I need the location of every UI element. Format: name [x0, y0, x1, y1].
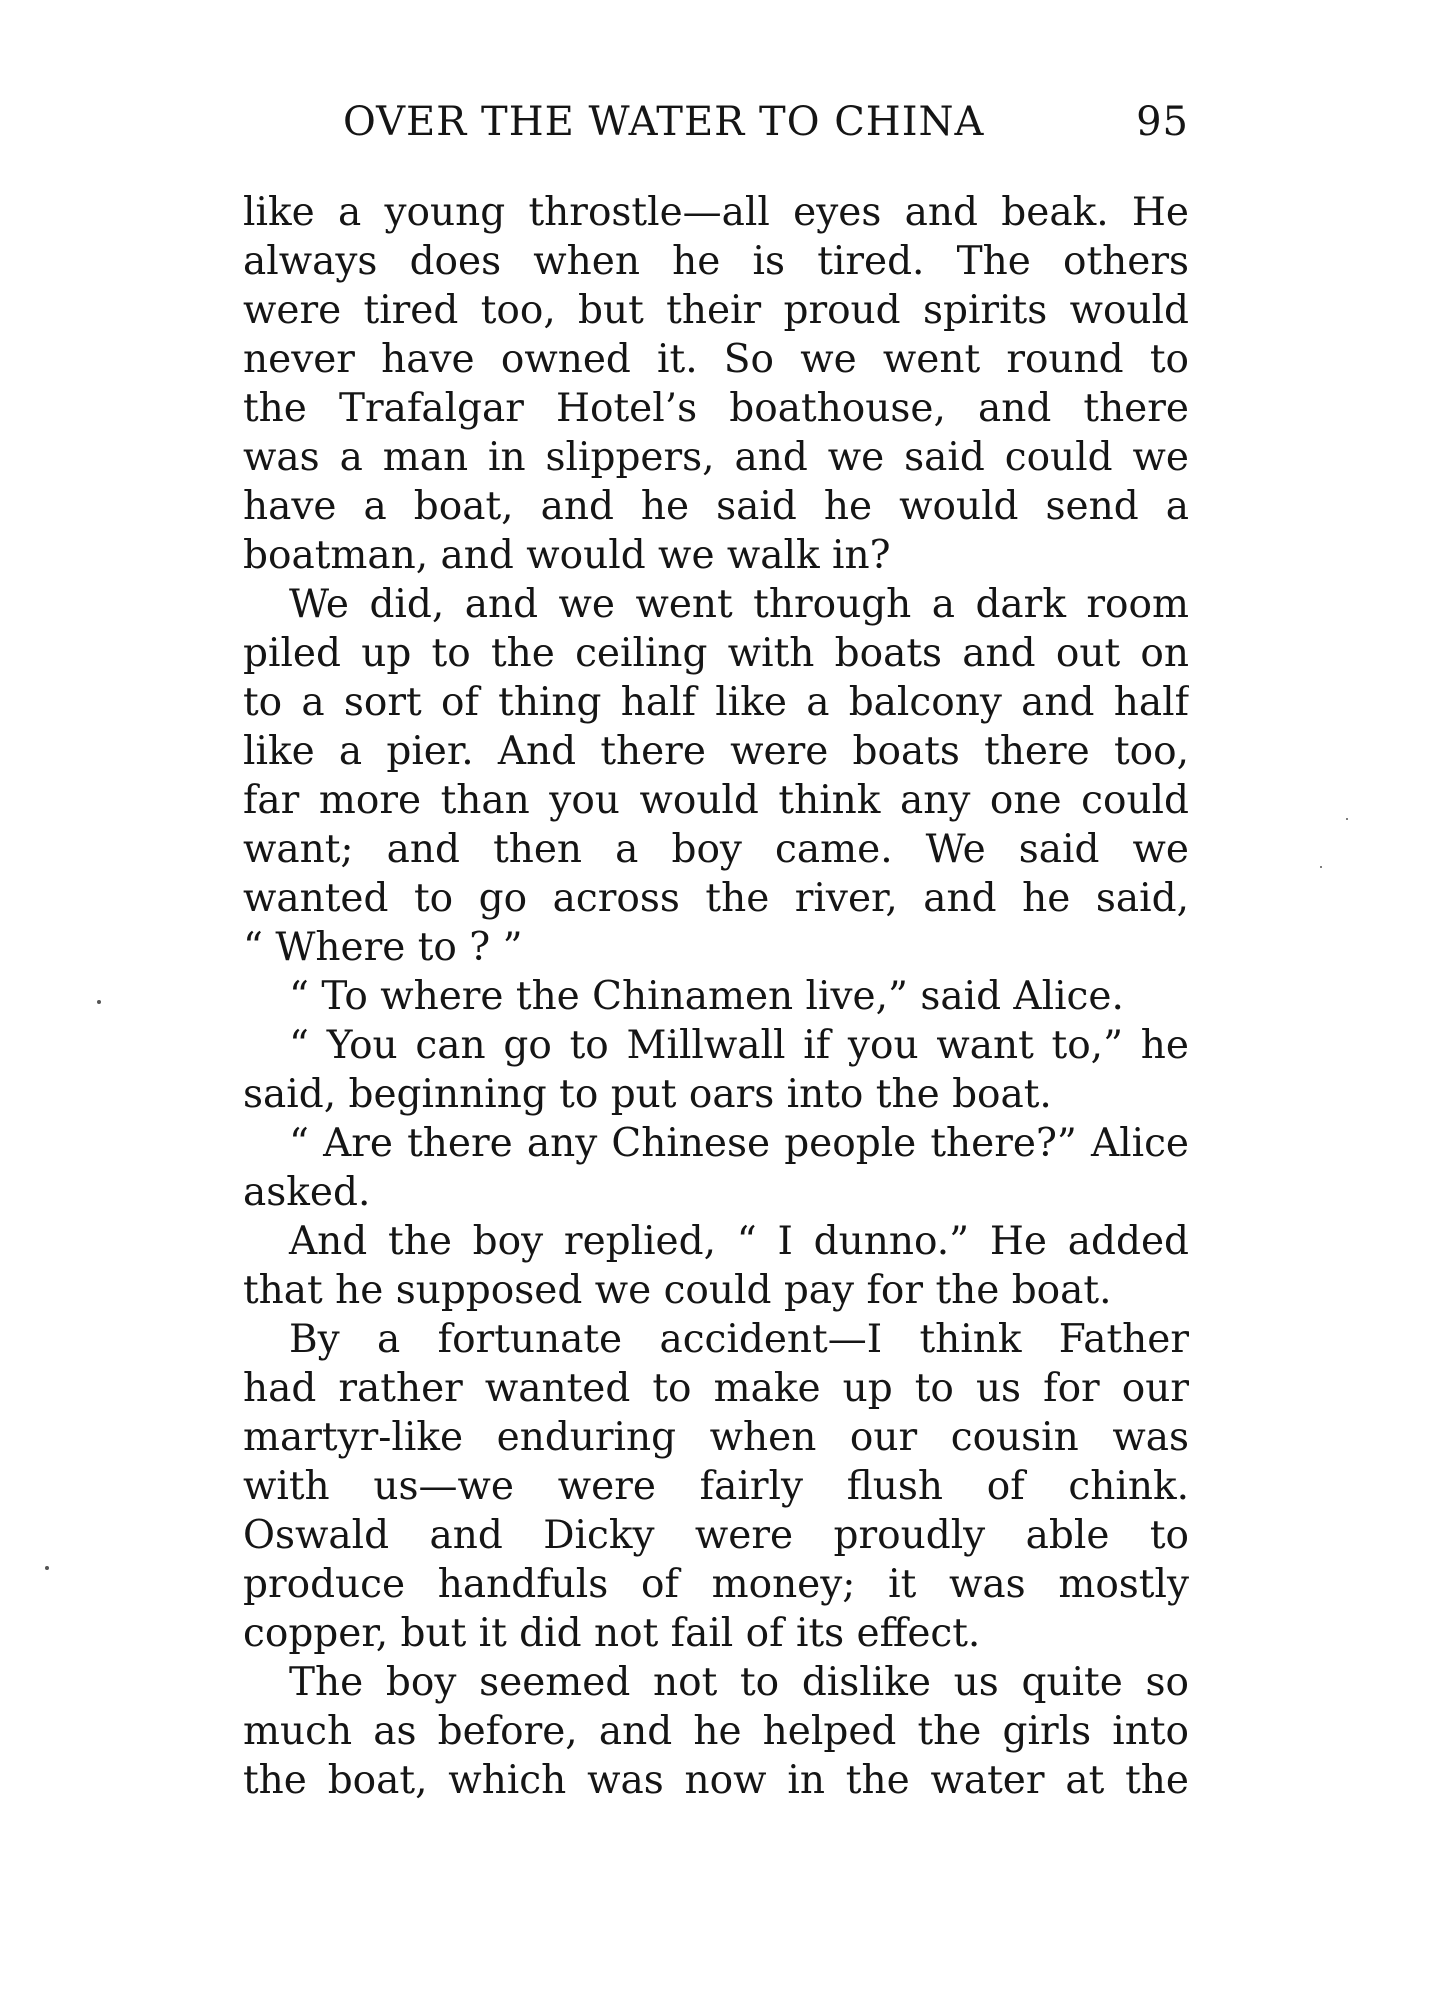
chapter-title: OVER THE WATER TO CHINA — [343, 99, 985, 145]
text-line: never have owned it. So we went round to — [243, 337, 1189, 382]
page-number: 95 — [1136, 99, 1189, 145]
paper-speck — [97, 1000, 101, 1004]
text-line: that he supposed we could pay for the boat. — [243, 1268, 1112, 1313]
text-line: said, beginning to put oars into the boat. — [243, 1072, 1052, 1117]
text-line: boatman, and would we walk in? — [243, 533, 891, 578]
paper-speck — [45, 1566, 49, 1570]
running-head — [243, 96, 1189, 148]
text-line: wanted to go across the river, and he said, — [243, 876, 1189, 921]
text-line: were tired too, but their proud spirits would — [243, 288, 1189, 333]
text-line: always does when he is tired. The others — [243, 239, 1189, 284]
text-line: the boat, which was now in the water at the — [243, 1758, 1189, 1803]
body-text — [243, 188, 1189, 1805]
text-line: “ You can go to Millwall if you want to,” he — [289, 1023, 1189, 1068]
text-line: “ Are there any Chinese people there?” Alice — [289, 1121, 1189, 1166]
text-line: copper, but it did not fail of its effect. — [243, 1611, 981, 1656]
text-line: produce handfuls of money; it was mostly — [243, 1562, 1189, 1607]
text-line: had rather wanted to make up to us for our — [243, 1366, 1189, 1411]
text-line: piled up to the ceiling with boats and out on — [243, 631, 1189, 676]
text-line: like a pier. And there were boats there too, — [243, 729, 1189, 774]
text-line: the Trafalgar Hotel’s boathouse, and there — [243, 386, 1189, 431]
paper-speck — [1346, 818, 1348, 820]
text-line: And the boy replied, “ I dunno.” He added — [289, 1219, 1189, 1264]
paper-speck — [1320, 866, 1322, 868]
text-line: with us—we were fairly flush of chink. — [243, 1464, 1189, 1509]
text-line: much as before, and he helped the girls into — [243, 1709, 1189, 1754]
text-line: was a man in slippers, and we said could we — [243, 435, 1189, 480]
text-line: Oswald and Dicky were proudly able to — [243, 1513, 1189, 1558]
text-line: asked. — [243, 1170, 371, 1215]
text-line: “ To where the Chinamen live,” said Alice. — [289, 974, 1124, 1019]
text-line: martyr-like enduring when our cousin was — [243, 1415, 1189, 1460]
text-line: want; and then a boy came. We said we — [243, 827, 1189, 872]
text-line: far more than you would think any one could — [243, 778, 1189, 823]
text-line: like a young throstle—all eyes and beak. He — [243, 190, 1189, 235]
text-line: have a boat, and he said he would send a — [243, 484, 1189, 529]
text-line: to a sort of thing half like a balcony and half — [243, 680, 1189, 725]
text-line: The boy seemed not to dislike us quite so — [289, 1660, 1189, 1705]
text-line: “ Where to ? ” — [243, 925, 523, 970]
text-line: By a fortunate accident—I think Father — [289, 1317, 1189, 1362]
text-line: We did, and we went through a dark room — [289, 582, 1189, 627]
